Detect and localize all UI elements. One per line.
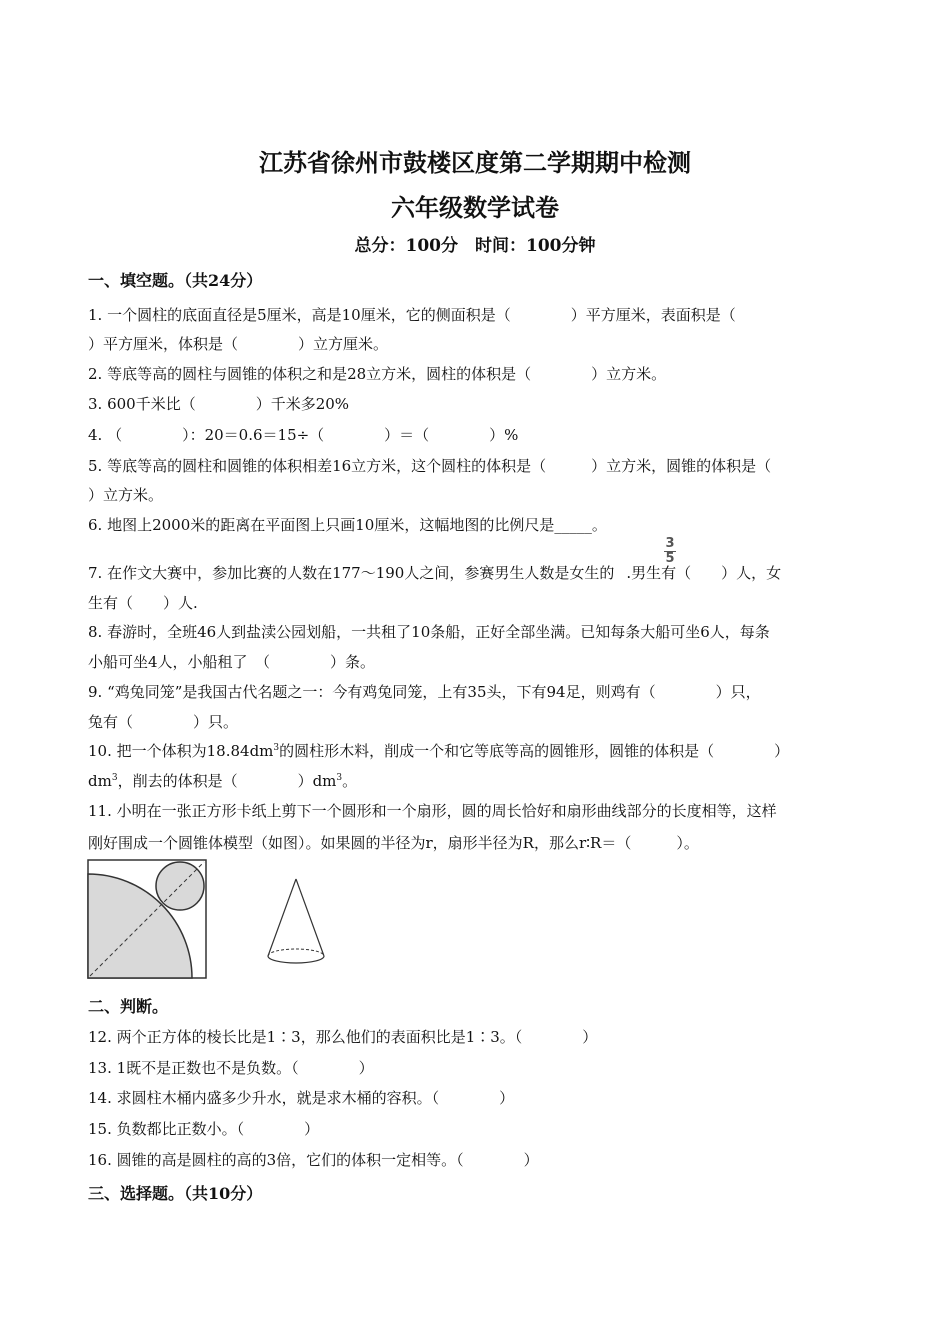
q10-text-c: ，削去的体积是（ ）dm	[117, 772, 337, 790]
fraction-denominator: 5	[665, 551, 675, 566]
question-14: 14. 求圆柱木桶内盛多少升水，就是求木桶的容积。（ ）	[88, 1089, 515, 1107]
cone-base-back	[268, 949, 324, 956]
cone-side-left	[268, 879, 296, 956]
section-fill-blank: 一、填空题。（共24分）	[88, 271, 263, 290]
score-time: 总分：100分 时间：100分钟	[354, 236, 596, 256]
section-multiple-choice: 三、选择题。（共10分）	[88, 1184, 263, 1203]
question-11-line-2: 刚好围成一个圆锥体模型（如图）。如果圆的半径为r，扇形半径为R，那么r∶R＝（ ）。	[88, 834, 699, 852]
q10-unit-1: dm	[88, 772, 112, 790]
question-6: 6. 地图上2000米的距离在平面图上只画10厘米，这幅地图的比例尺是_____。	[88, 516, 607, 534]
fraction-three-fifths	[664, 538, 676, 565]
question-16: 16. 圆锥的高是圆柱的高的3倍，它们的体积一定相等。（ ）	[88, 1151, 539, 1169]
question-5-line-2: ）立方米。	[88, 486, 164, 504]
question-3: 3. 600千米比（ ）千米多20%	[88, 395, 350, 413]
question-1-line-1: 1. 一个圆柱的底面直径是5厘米，高是10厘米，它的侧面积是（ ）平方厘米，表面积是（	[88, 306, 736, 324]
section-true-false: 二、判断。	[88, 997, 169, 1016]
question-7-text-pre: 7. 在作文大赛中，参加比赛的人数在177～190人之间，参赛男生人数是女生的	[88, 564, 615, 582]
question-4: 4. （ ）：20＝0.6＝15÷（ ）＝（ ）%	[88, 426, 519, 444]
question-8-line-2: 小船可坐4人，小船租了 （ ）条。	[88, 653, 376, 671]
question-7-text-post: .男生有（ ）人，女	[626, 564, 782, 582]
question-7-line-1	[88, 562, 781, 583]
question-15: 15. 负数都比正数小。（ ）	[88, 1120, 320, 1138]
cone-base-front	[268, 956, 324, 963]
question-13: 13. 1既不是正数也不是负数。（ ）	[88, 1059, 374, 1077]
question-11-line-1: 11. 小明在一张正方形卡纸上剪下一个圆形和一个扇形，圆的周长恰好和扇形曲线部分的长度相等，这样	[88, 802, 777, 820]
exam-title: 江苏省徐州市鼓楼区度第二学期期中检测	[259, 148, 691, 177]
question-1-line-2: ）平方厘米，体积是（ ）立方厘米。	[88, 335, 389, 353]
question-7-line-2: 生有（ ）人.	[88, 594, 198, 612]
question-12: 12. 两个正方体的棱长比是1∶3，那么他们的表面积比是1∶3。（ ）	[88, 1028, 598, 1046]
exam-subtitle: 六年级数学试卷	[391, 193, 559, 222]
cone-side-right	[296, 879, 324, 956]
q10-text-d: 。	[342, 772, 358, 790]
fraction-numerator: 3	[665, 536, 675, 551]
question-8-line-1: 8. 春游时，全班46人到盐渎公园划船，一共租了10条船，正好全部坐满。已知每条大船可坐6人，每条	[88, 623, 770, 641]
question-9-line-2: 兔有（ ）只。	[88, 713, 239, 731]
q10-text-b: 的圆柱形木料，削成一个和它等底等高的圆锥形，圆锥的体积是（ ）	[279, 742, 790, 760]
q10-exponent-1: 3	[273, 743, 280, 753]
q10-exponent-3: 3	[336, 773, 343, 783]
q10-exponent-2: 3	[111, 773, 118, 783]
cone-figure	[262, 876, 330, 970]
question-10-line-2	[88, 770, 357, 791]
question-5-line-1: 5. 等底等高的圆柱和圆锥的体积相差16立方米，这个圆柱的体积是（ ）立方米，圆锥的体积是（	[88, 457, 772, 475]
question-9-line-1: 9. “鸡兔同笼”是我国古代名题之一：今有鸡兔同笼，上有35头，下有94足，则鸡有（ ）只，	[88, 683, 761, 701]
square-card-figure	[86, 858, 210, 982]
question-2: 2. 等底等高的圆柱与圆锥的体积之和是28立方米，圆柱的体积是（ ）立方米。	[88, 365, 667, 383]
question-10-line-1	[88, 740, 789, 761]
q10-text-a: 10. 把一个体积为18.84dm	[88, 742, 274, 760]
